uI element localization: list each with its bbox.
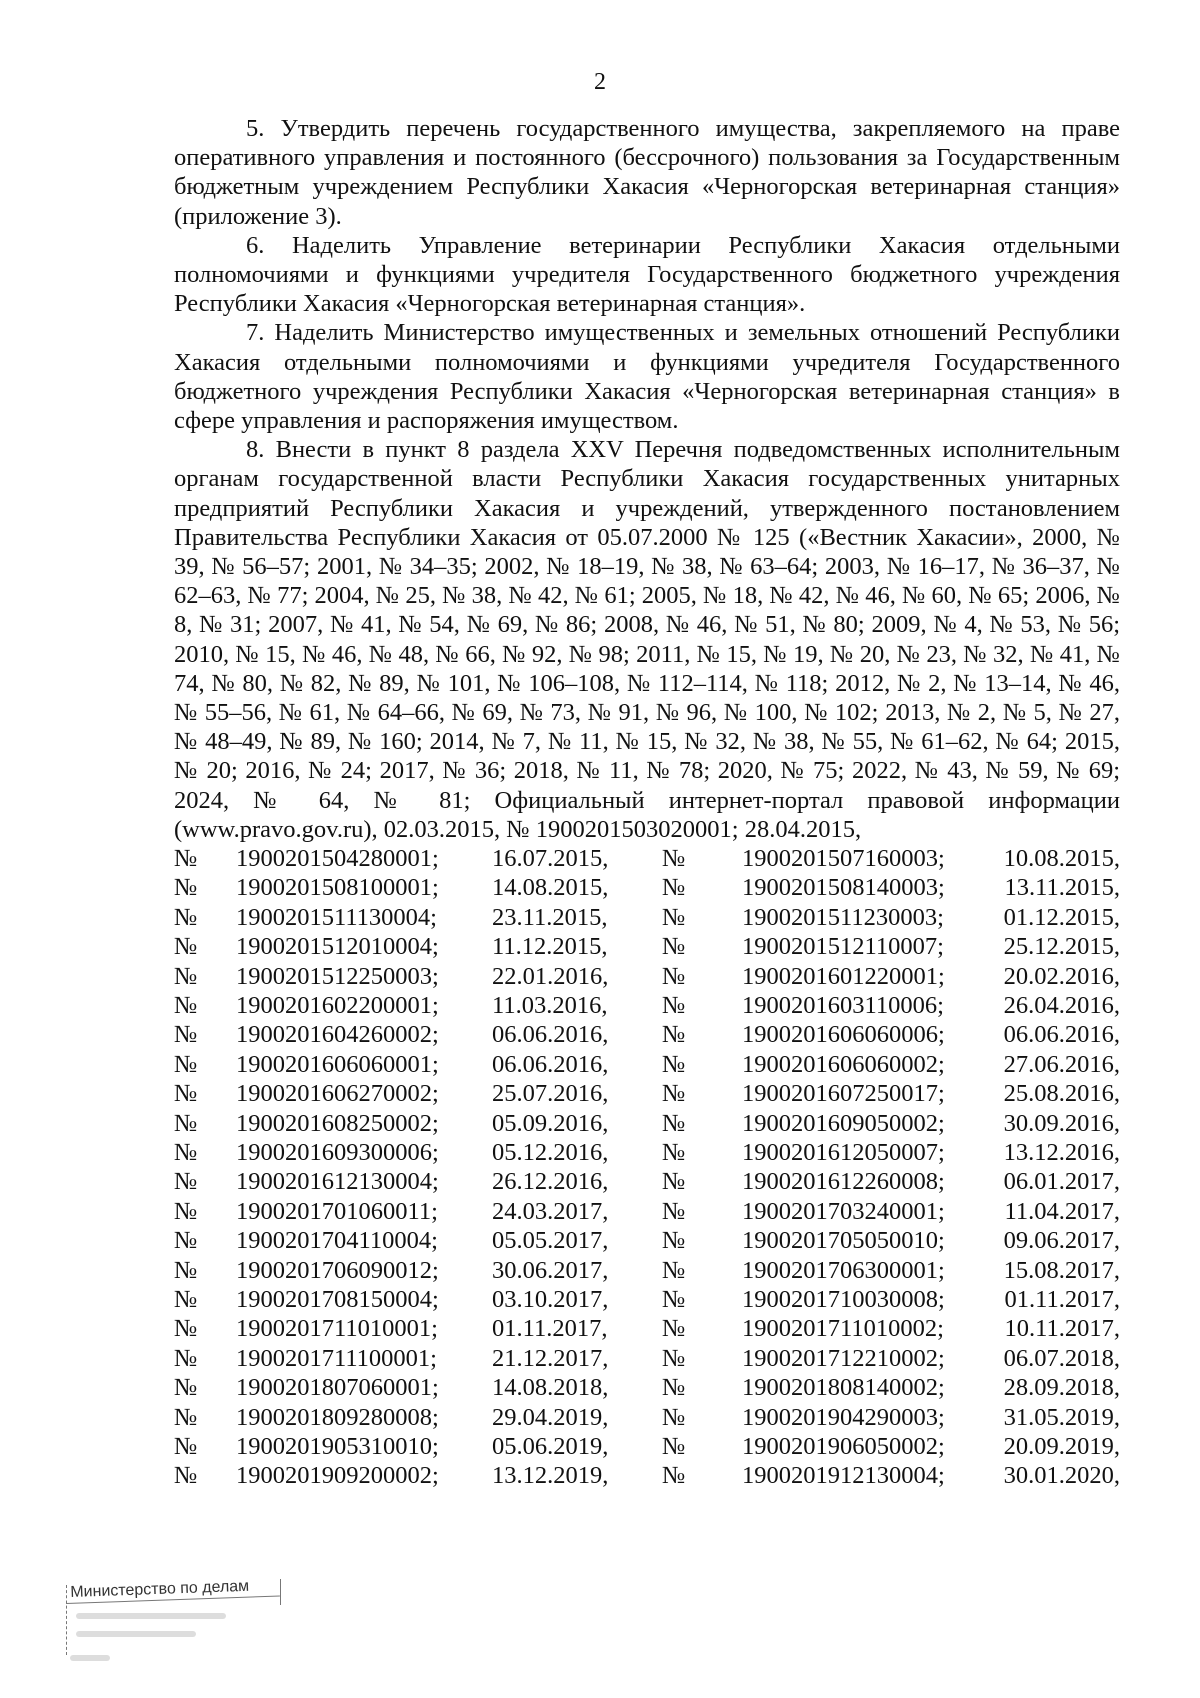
registry-date: 30.09.2016,: [1003, 1109, 1120, 1137]
registry-number-sign: №: [174, 1168, 198, 1196]
registry-number-sign: №: [174, 845, 198, 873]
registry-date: 10.08.2015,: [1003, 845, 1120, 873]
registry-number-sign: №: [662, 1021, 686, 1049]
registry-date: 11.03.2016,: [492, 992, 608, 1020]
registry-publication-number: 1900201711010002;: [742, 1315, 944, 1343]
ministry-stamp: [66, 1579, 284, 1665]
registry-date: 11.04.2017,: [1004, 1197, 1120, 1225]
registry-number-sign: №: [662, 1462, 686, 1490]
registry-number-sign: №: [174, 874, 198, 902]
registry-row: [174, 1373, 1120, 1402]
registry-date: 06.06.2016,: [492, 1021, 609, 1049]
stamp-border-right: [280, 1579, 281, 1605]
page-number: 2: [594, 69, 606, 95]
registry-date: 31.05.2019,: [1003, 1403, 1120, 1431]
registry-number-sign: №: [662, 903, 686, 931]
stamp-border-left: [66, 1585, 67, 1655]
registry-number-sign: №: [174, 1197, 198, 1225]
registry-date: 20.02.2016,: [1003, 962, 1120, 990]
registry-date: 13.11.2015,: [1004, 874, 1120, 902]
registry-number-sign: №: [174, 1021, 198, 1049]
registry-publication-number: 1900201809280008;: [236, 1403, 439, 1431]
registry-publication-number: 1900201606060002;: [742, 1050, 945, 1078]
registry-date: 05.06.2019,: [492, 1432, 609, 1460]
registry-row: [174, 962, 1120, 991]
registry-publication-number: 1900201701060011;: [236, 1197, 438, 1225]
stamp-faded-line: [76, 1631, 196, 1637]
registry-publication-number: 1900201711010001;: [236, 1315, 438, 1343]
registry-date: 13.12.2019,: [492, 1462, 609, 1490]
registry-number-sign: №: [662, 1403, 686, 1431]
registry-date: 14.08.2015,: [492, 874, 609, 902]
registry-date: 06.06.2016,: [1003, 1021, 1120, 1049]
registry-date: 30.06.2017,: [492, 1256, 609, 1284]
registry-number-sign: №: [662, 962, 686, 990]
registry-number-sign: №: [662, 1344, 686, 1372]
registry-number-sign: №: [174, 1344, 198, 1372]
registry-date: 25.08.2016,: [1003, 1080, 1120, 1108]
registry-date: 30.01.2020,: [1003, 1462, 1120, 1490]
registry-date: 06.01.2017,: [1003, 1168, 1120, 1196]
registry-date: 25.07.2016,: [492, 1080, 609, 1108]
registry-publication-number: 1900201512110007;: [742, 933, 944, 961]
registry-number-sign: №: [662, 1256, 686, 1284]
registry-row: [174, 1461, 1120, 1490]
registry-number-sign: №: [174, 933, 198, 961]
registry-row: [174, 1432, 1120, 1461]
registry-publication-number: 1900201512010004;: [236, 933, 439, 961]
registry-row: [174, 873, 1120, 902]
registry-list: [174, 844, 1120, 1491]
registry-publication-number: 1900201609300006;: [236, 1138, 439, 1166]
registry-number-sign: №: [662, 1197, 686, 1225]
registry-number-sign: №: [174, 1315, 198, 1343]
registry-publication-number: 1900201906050002;: [742, 1432, 945, 1460]
registry-publication-number: 1900201706090012;: [236, 1256, 439, 1284]
registry-row: [174, 1403, 1120, 1432]
registry-publication-number: 1900201508140003;: [742, 874, 945, 902]
registry-publication-number: 1900201612130004;: [236, 1168, 439, 1196]
stamp-faded-line: [70, 1655, 110, 1661]
registry-row: [174, 1020, 1120, 1049]
registry-publication-number: 1900201607250017;: [742, 1080, 945, 1108]
registry-date: 13.12.2016,: [1003, 1138, 1120, 1166]
registry-number-sign: №: [662, 1168, 686, 1196]
registry-publication-number: 1900201612050007;: [742, 1138, 945, 1166]
document-body: [174, 114, 1120, 1491]
registry-date: 01.11.2017,: [492, 1315, 608, 1343]
registry-row: [174, 1314, 1120, 1343]
registry-date: 01.12.2015,: [1003, 903, 1120, 931]
registry-number-sign: №: [662, 1315, 686, 1343]
registry-row: [174, 1344, 1120, 1373]
registry-publication-number: 1900201808140002;: [742, 1374, 945, 1402]
registry-row: [174, 1050, 1120, 1079]
registry-number-sign: №: [662, 933, 686, 961]
registry-number-sign: №: [174, 1138, 198, 1166]
registry-row: [174, 903, 1120, 932]
registry-date: 11.12.2015,: [492, 933, 608, 961]
registry-publication-number: 1900201706300001;: [742, 1256, 945, 1284]
registry-row: [174, 932, 1120, 961]
registry-number-sign: №: [662, 1227, 686, 1255]
stamp-text: Министерство по делам: [70, 1577, 250, 1601]
registry-publication-number: 1900201603110006;: [742, 992, 944, 1020]
registry-number-sign: №: [174, 1432, 198, 1460]
registry-number-sign: №: [174, 1403, 198, 1431]
registry-date: 27.06.2016,: [1003, 1050, 1120, 1078]
registry-date: 22.01.2016,: [492, 962, 609, 990]
registry-date: 20.09.2019,: [1003, 1432, 1120, 1460]
registry-publication-number: 1900201905310010;: [236, 1432, 439, 1460]
registry-date: 06.06.2016,: [492, 1050, 609, 1078]
registry-number-sign: №: [662, 1109, 686, 1137]
registry-date: 26.12.2016,: [492, 1168, 609, 1196]
registry-number-sign: №: [662, 845, 686, 873]
registry-date: 23.11.2015,: [492, 903, 608, 931]
registry-number-sign: №: [174, 903, 198, 931]
registry-publication-number: 1900201504280001;: [236, 845, 439, 873]
registry-row: [174, 1167, 1120, 1196]
registry-date: 26.04.2016,: [1003, 992, 1120, 1020]
registry-row: [174, 844, 1120, 873]
registry-publication-number: 1900201511230003;: [742, 903, 944, 931]
registry-publication-number: 1900201712210002;: [742, 1344, 945, 1372]
registry-row: [174, 1197, 1120, 1226]
registry-date: 16.07.2015,: [492, 845, 609, 873]
registry-publication-number: 1900201608250002;: [236, 1109, 439, 1137]
registry-number-sign: №: [174, 1050, 198, 1078]
registry-date: 03.10.2017,: [492, 1285, 609, 1313]
paragraph-5: 5. Утвердить перечень государственного имущества, закрепляемого на праве оперативного управления и постоянного (бессрочного) пользования за Государственным бюджетным учреждением Республики Хакасия «Черногорская ветеринарная станция» (приложение 3).: [174, 115, 1120, 230]
registry-publication-number: 1900201909200002;: [236, 1462, 439, 1490]
registry-date: 28.09.2018,: [1003, 1374, 1120, 1402]
registry-date: 21.12.2017,: [492, 1344, 609, 1372]
registry-number-sign: №: [662, 874, 686, 902]
registry-date: 05.12.2016,: [492, 1138, 609, 1166]
paragraph-6: 6. Наделить Управление ветеринарии Республики Хакасия отдельными полномочиями и функциями учредителя Государственного бюджетного учреждения Республики Хакасия «Черногорская ветеринарная станция».: [174, 231, 1120, 318]
registry-publication-number: 1900201612260008;: [742, 1168, 945, 1196]
registry-publication-number: 1900201609050002;: [742, 1109, 945, 1137]
registry-number-sign: №: [662, 1285, 686, 1313]
registry-publication-number: 1900201904290003;: [742, 1403, 945, 1431]
registry-publication-number: 1900201711100001;: [236, 1344, 437, 1372]
registry-date: 10.11.2017,: [1004, 1315, 1120, 1343]
registry-date: 06.07.2018,: [1003, 1344, 1120, 1372]
registry-row: [174, 991, 1120, 1020]
registry-publication-number: 1900201703240001;: [742, 1197, 945, 1225]
registry-number-sign: №: [174, 1285, 198, 1313]
registry-row: [174, 1226, 1120, 1255]
paragraph-8: 8. Внести в пункт 8 раздела XXV Перечня подведомственных исполнительным органам государственной власти Республики Хакасия государственных унитарных предприятий Республики Хакасия и учреждений, утвержденного постановлением Правительства Республики Хакасия от 05.07.2000 № 125 («Вестник Хакасии», 2000, № 39, № 56–57; 2001, № 34–35; 2002, № 18–19, № 38, № 63–64; 2003, № 16–17, № 36–37, № 62–63, № 77; 2004, № 25, № 38, № 42, № 61; 2005, № 18, № 42, № 46, № 60, № 65; 2006, № 8, № 31; 2007, № 41, № 54, № 69, № 86; 2008, № 46, № 51, № 80; 2009, № 4, № 53, № 56; 2010, № 15, № 46, № 48, № 66, № 92, № 98; 2011, № 15, № 19, № 20, № 23, № 32, № 41, № 74, № 80, № 82, № 89, № 101, № 106–108, № 112–114, № 118; 2012, № 2, № 13–14, № 46, № 55–56, № 61, № 64–66, № 69, № 73, № 91, № 96, № 100, № 102; 2013, № 2, № 5, № 27, № 48–49, № 89, № 160; 2014, № 7, № 11, № 15, № 32, № 38, № 55, № 61–62, № 64; 2015, № 20; 2016, № 24; 2017, № 36; 2018, № 11, № 78; 2020, № 75; 2022, № 43, № 59, № 69; 2024, № 64, № 81; Официальный интернет-портал правовой информации (www.pravo.gov.ru), 02.03.2015, № 1900201503020001; 28.04.2015,: [174, 436, 1120, 843]
registry-date: 14.08.2018,: [492, 1374, 609, 1402]
registry-number-sign: №: [174, 1080, 198, 1108]
registry-publication-number: 1900201705050010;: [742, 1227, 945, 1255]
registry-publication-number: 1900201606060001;: [236, 1050, 439, 1078]
registry-row: [174, 1079, 1120, 1108]
registry-number-sign: №: [662, 1374, 686, 1402]
registry-number-sign: №: [174, 1462, 198, 1490]
registry-number-sign: №: [662, 1050, 686, 1078]
registry-number-sign: №: [662, 1432, 686, 1460]
registry-publication-number: 1900201507160003;: [742, 845, 945, 873]
registry-publication-number: 1900201512250003;: [236, 962, 439, 990]
registry-number-sign: №: [174, 1374, 198, 1402]
registry-date: 05.09.2016,: [492, 1109, 609, 1137]
stamp-faded-line: [76, 1613, 226, 1619]
registry-number-sign: №: [662, 1080, 686, 1108]
registry-publication-number: 1900201704110004;: [236, 1227, 438, 1255]
paragraph-7: 7. Наделить Министерство имущественных и земельных отношений Республики Хакасия отдельными полномочиями и функциями учредителя Государственного бюджетного учреждения Республики Хакасия «Черногорская ветеринарная станция» в сфере управления и распоряжения имуществом.: [174, 319, 1120, 435]
registry-publication-number: 1900201511130004;: [236, 903, 437, 931]
registry-publication-number: 1900201912130004;: [742, 1462, 945, 1490]
registry-number-sign: №: [662, 1138, 686, 1166]
registry-date: 15.08.2017,: [1003, 1256, 1120, 1284]
registry-date: 01.11.2017,: [1004, 1285, 1120, 1313]
registry-publication-number: 1900201604260002;: [236, 1021, 439, 1049]
registry-number-sign: №: [174, 1109, 198, 1137]
registry-number-sign: №: [174, 992, 198, 1020]
registry-date: 25.12.2015,: [1003, 933, 1120, 961]
registry-number-sign: №: [174, 1256, 198, 1284]
registry-row: [174, 1109, 1120, 1138]
registry-publication-number: 1900201601220001;: [742, 962, 945, 990]
registry-publication-number: 1900201708150004;: [236, 1285, 439, 1313]
registry-number-sign: №: [174, 962, 198, 990]
registry-publication-number: 1900201710030008;: [742, 1285, 945, 1313]
registry-publication-number: 1900201606060006;: [742, 1021, 945, 1049]
registry-date: 24.03.2017,: [492, 1197, 609, 1225]
registry-date: 05.05.2017,: [492, 1227, 609, 1255]
registry-publication-number: 1900201606270002;: [236, 1080, 439, 1108]
registry-date: 29.04.2019,: [492, 1403, 609, 1431]
registry-row: [174, 1285, 1120, 1314]
registry-number-sign: №: [174, 1227, 198, 1255]
registry-publication-number: 1900201602200001;: [236, 992, 439, 1020]
registry-number-sign: №: [662, 992, 686, 1020]
registry-row: [174, 1138, 1120, 1167]
registry-row: [174, 1256, 1120, 1285]
registry-publication-number: 1900201508100001;: [236, 874, 439, 902]
registry-publication-number: 1900201807060001;: [236, 1374, 439, 1402]
registry-date: 09.06.2017,: [1003, 1227, 1120, 1255]
